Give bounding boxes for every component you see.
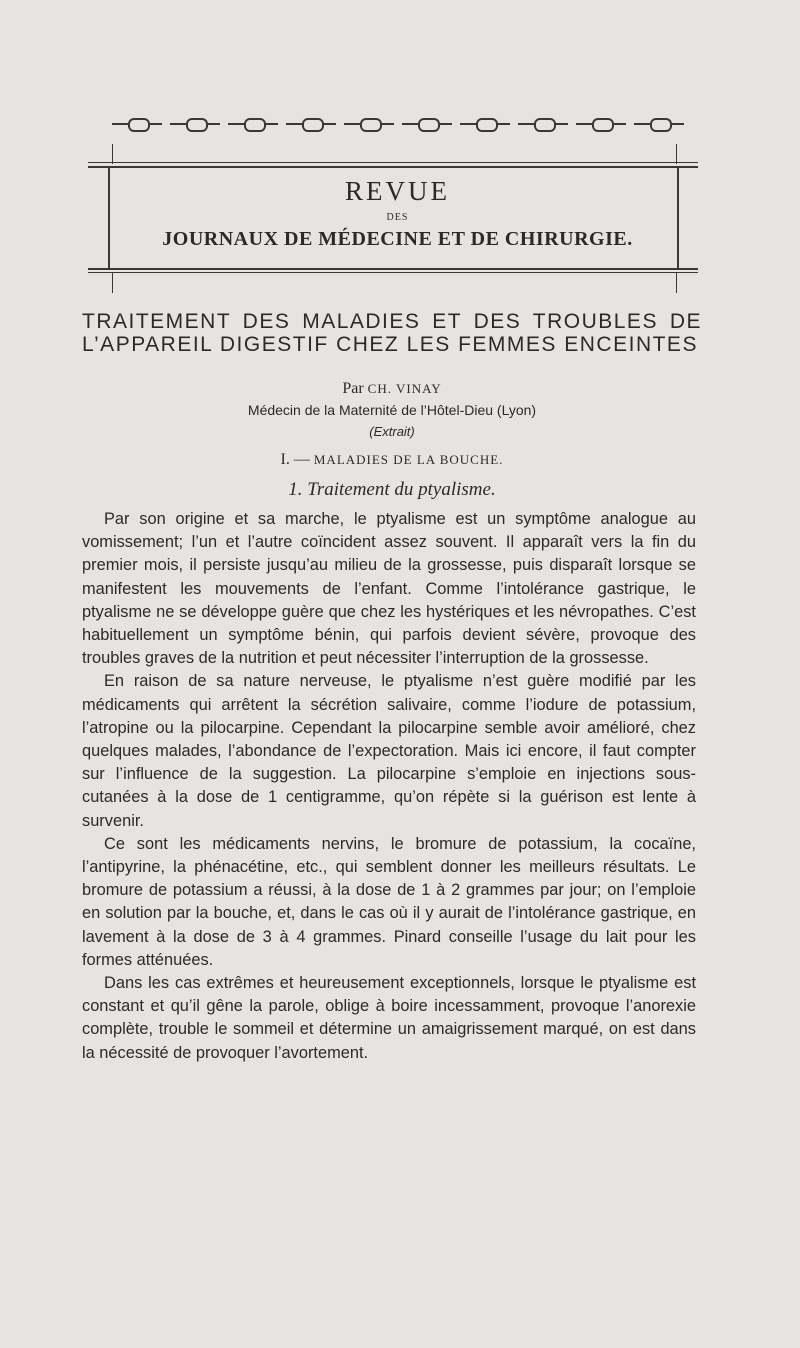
frame-rule-bottom-thin	[88, 272, 698, 273]
paragraph: Dans les cas extrêmes et heureusement exceptionnels, lorsque le ptyalisme est constant et qu’il gêne la parole, oblige à boire incessamment, provoque l’anorexie complète, trouble le sommeil et détermine un amaigrissement marqué, on est dans la nécessité de provoquer l’avortement.	[82, 974, 696, 1062]
frame-tick-left-top	[112, 144, 113, 164]
ornament-link	[286, 118, 336, 130]
ornament-link	[344, 118, 394, 130]
header-journaux: JOURNAUX DE MÉDECINE ET DE CHIRURGIE.	[162, 228, 633, 250]
ornament-link	[576, 118, 626, 130]
frame-left	[108, 168, 110, 268]
ornament-link	[402, 118, 452, 130]
header-des: DES	[386, 212, 409, 223]
frame-tick-left-bottom	[112, 273, 113, 293]
author-prefix: Par	[342, 380, 364, 397]
ornament-link	[460, 118, 510, 130]
ornament-link	[518, 118, 568, 130]
ornament-link	[170, 118, 220, 130]
header-revue: REVUE	[345, 176, 450, 206]
frame-rule-bottom-thick	[88, 268, 698, 270]
frame-rule-top-thin	[88, 162, 698, 163]
section-title: MALADIES DE LA BOUCHE.	[313, 452, 504, 467]
article-author	[82, 380, 702, 398]
author-name: CH. VINAY	[367, 381, 442, 396]
section-number: I.	[280, 451, 290, 468]
frame-rule-top-thick	[88, 166, 698, 168]
ornament-link	[112, 118, 162, 130]
section-heading: I. — MALADIES DE LA BOUCHE.	[280, 451, 504, 468]
ornament-link	[634, 118, 684, 130]
article-title: TRAITEMENT DES MALADIES ET DES TROUBLES DE L’APPAREIL DIGESTIF CHEZ LES FEMMES ENCEINTES	[82, 310, 702, 356]
ornament-border	[112, 112, 692, 136]
frame-tick-right-bottom	[676, 273, 677, 293]
paragraph: Par son origine et sa marche, le ptyalisme est un symptôme analogue au vomissement; l’un et l’autre coïncident assez souvent. Il apparaît vers la fin du premier mois, il persiste jusqu’au milieu de la grossesse, puis disparaît lorsque se manifestent les mouvements de l’enfant. Comme l’intolérance gastrique, le ptyalisme ne se développe guère que chez les hystériques et les névropathes. C’est habituellement un symptôme bénin, qui parfois devient sévère, provoque des troubles graves de la nutrition et peut nécessiter l’interruption de la grossesse.	[82, 510, 696, 668]
subsection-heading: 1. Traitement du ptyalisme.	[288, 479, 496, 500]
ornament-link	[228, 118, 278, 130]
author-affiliation: Médecin de la Maternité de l’Hôtel-Dieu (Lyon)	[247, 402, 537, 418]
frame-tick-right-top	[676, 144, 677, 164]
extrait-note: (Extrait)	[369, 424, 415, 439]
paragraph: En raison de sa nature nerveuse, le ptyalisme n’est guère modifié par les médicaments qui arrêtent la sécrétion salivaire, comme l’iodure de potassium, l’atropine ou la pilocarpine. Cependant la pilocarpine semble avoir amélioré, chez quelques malades, l’abondance de l’expectoration. Mais ici encore, il faut compter sur l’influence de la suggestion. La pilocarpine s’emploie en injections sous-cutanées à la dose de 1 centigramme, qu’on répète si la guérison est lente à survenir.	[82, 672, 696, 830]
article-body	[82, 508, 696, 1065]
paragraph: Ce sont les médicaments nervins, le bromure de potassium, la cocaïne, l’antipyrine, la phénacétine, etc., qui semblent donner les meilleurs résultats. Le bromure de potassium a réussi, à la dose de 1 à 2 grammes par jour; on l’emploie en solution par la bouche, et, dans le cas où il y aurait de l’intolérance gastrique, en lavement à la dose de 3 à 4 grammes. Pinard conseille l’usage du lait pour les formes atténuées.	[82, 834, 696, 969]
